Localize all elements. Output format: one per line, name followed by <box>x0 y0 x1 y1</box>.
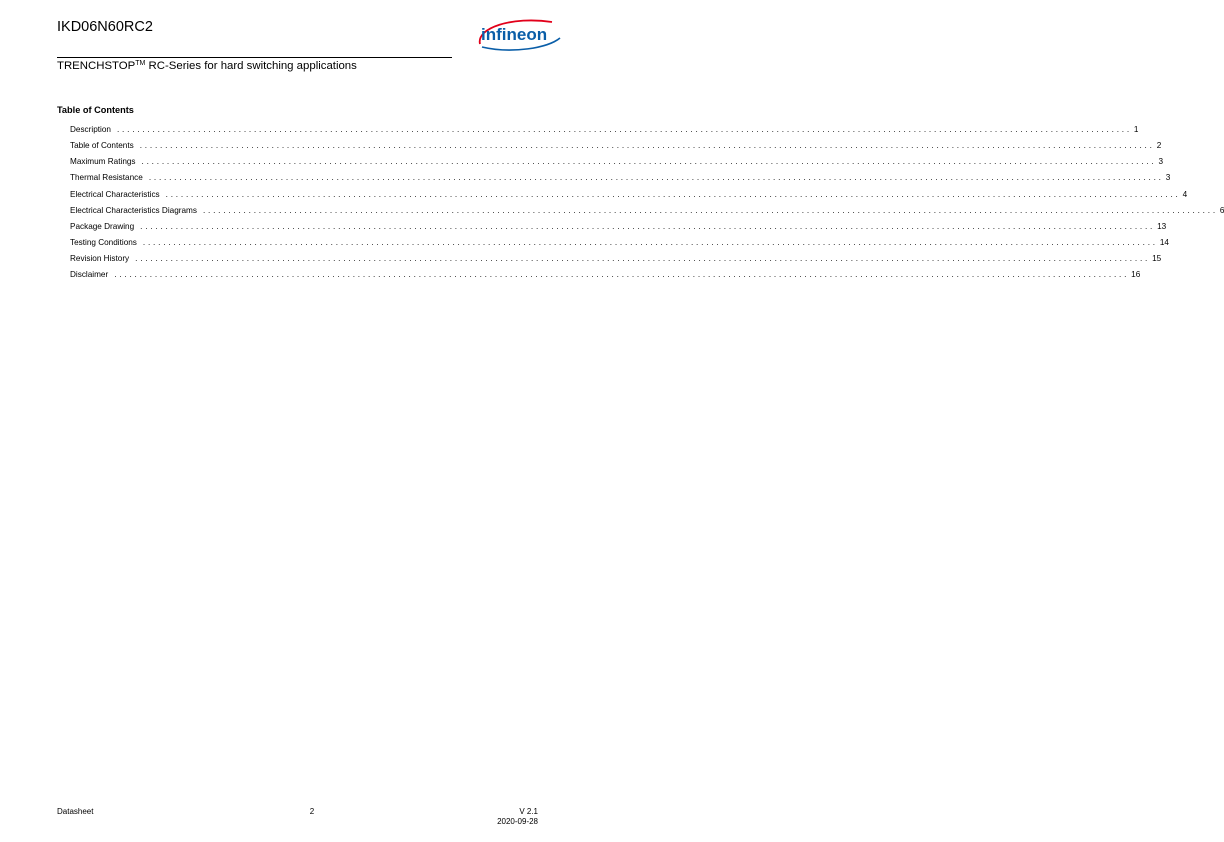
toc-entry-thermal-resistance[interactable] <box>70 171 1171 187</box>
toc-entry-title: Disclaimer <box>70 270 109 280</box>
toc-heading: Table of Contents <box>57 105 134 115</box>
document-subtitle <box>57 59 357 74</box>
subtitle-brand: TRENCHSTOP <box>57 60 136 72</box>
toc-entry-title: Table of Contents <box>70 141 134 151</box>
toc-dot-leader: ........................................................................................................................................................................................................ <box>202 205 1218 215</box>
toc-entry-title: Package Drawing <box>70 221 135 231</box>
toc-entry-revision-history[interactable] <box>70 252 1162 268</box>
table-of-contents <box>70 123 1224 284</box>
toc-entry-package-drawing[interactable] <box>70 220 1167 236</box>
subtitle-description: RC-Series for hard switching applications <box>145 60 357 72</box>
toc-entry-page: 2 <box>1156 141 1162 151</box>
toc-entry-page: 3 <box>1165 173 1171 183</box>
toc-entry-title: Revision History <box>70 254 130 264</box>
toc-entry-title: Electrical Characteristics Diagrams <box>70 205 197 215</box>
toc-entry-page: 4 <box>1182 189 1188 199</box>
toc-dot-leader: ........................................................................................................................................................................................................ <box>135 254 1151 264</box>
toc-entry-table-of-contents[interactable] <box>70 139 1162 155</box>
footer-page-number: 2 <box>309 807 315 816</box>
toc-entry-disclaimer[interactable] <box>70 268 1141 284</box>
toc-entry-page: 15 <box>1152 254 1162 264</box>
toc-entry-maximum-ratings[interactable] <box>70 155 1164 171</box>
toc-dot-leader: ........................................................................................................................................................................................................ <box>142 237 1158 247</box>
toc-entry-title: Thermal Resistance <box>70 173 143 183</box>
toc-entry-title: Testing Conditions <box>70 237 137 247</box>
toc-dot-leader: ........................................................................................................................................................................................................ <box>116 125 1132 134</box>
footer-revision-info <box>497 807 538 827</box>
toc-dot-leader: ........................................................................................................................................................................................................ <box>165 189 1181 199</box>
toc-entry-page: 3 <box>1158 157 1164 167</box>
toc-entry-page: 14 <box>1159 237 1169 247</box>
toc-dot-leader: ........................................................................................................................................................................................................ <box>148 173 1164 183</box>
infineon-logo <box>472 14 564 52</box>
toc-entry-electrical-characteristics-diagrams[interactable] <box>70 204 1224 220</box>
toc-entry-page: 13 <box>1157 221 1167 231</box>
footer-document-type: Datasheet <box>57 807 94 816</box>
toc-entry-title: Description <box>70 125 111 134</box>
toc-dot-leader: ........................................................................................................................................................................................................ <box>114 270 1130 280</box>
document-part-number: IKD06N60RC2 <box>57 19 153 35</box>
toc-entry-page: 6 <box>1219 205 1224 215</box>
header-divider <box>57 57 452 58</box>
logo-wordmark: infineon <box>481 25 548 44</box>
footer-version: V 2.1 <box>519 807 538 816</box>
toc-entry-page: 1 <box>1133 125 1139 134</box>
toc-dot-leader: ........................................................................................................................................................................................................ <box>141 157 1157 167</box>
toc-entry-page: 16 <box>1131 270 1141 280</box>
toc-entry-description[interactable] <box>70 123 1139 139</box>
toc-entry-title: Electrical Characteristics <box>70 189 160 199</box>
toc-entry-testing-conditions[interactable] <box>70 236 1169 252</box>
toc-dot-leader: ........................................................................................................................................................................................................ <box>139 141 1155 151</box>
toc-entry-electrical-characteristics[interactable] <box>70 188 1188 204</box>
footer-date: 2020-09-28 <box>497 817 538 826</box>
subtitle-trademark: TM <box>135 60 146 67</box>
toc-dot-leader: ........................................................................................................................................................................................................ <box>140 221 1156 231</box>
toc-entry-title: Maximum Ratings <box>70 157 136 167</box>
